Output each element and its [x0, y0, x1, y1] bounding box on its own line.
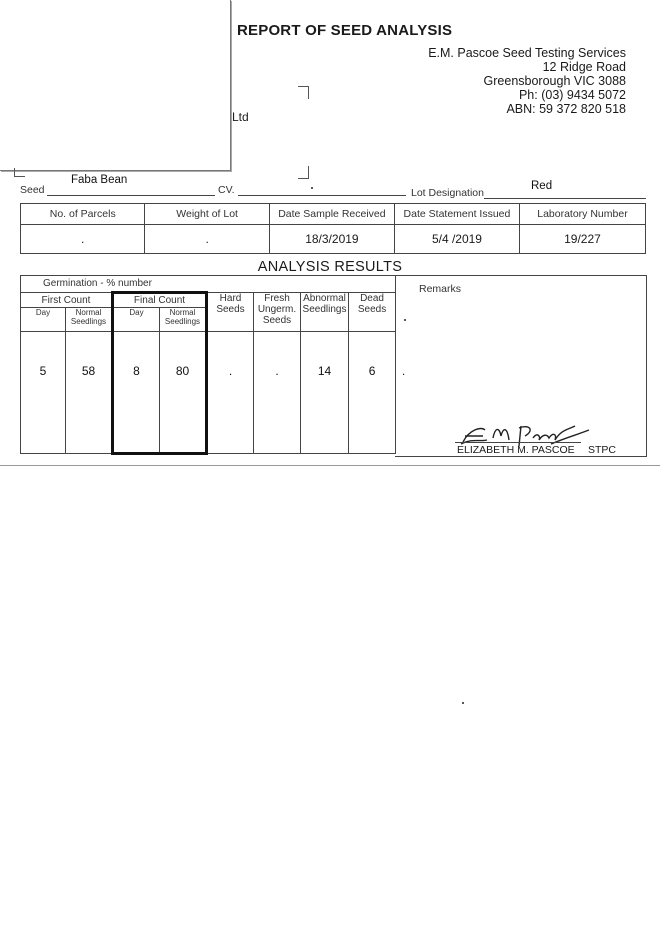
germination-label: Germination - % number	[21, 276, 396, 293]
day-label: Day	[113, 308, 160, 332]
first-count-day: 5	[21, 332, 66, 454]
address-line: Greensborough VIC 3088	[483, 74, 626, 88]
normal-seedlings-label: Normal Seedlings	[66, 308, 113, 332]
parcels-value: .	[21, 225, 145, 254]
page-edge-line	[0, 465, 660, 466]
fresh-ungerm-value: .	[254, 332, 301, 454]
remarks-value: .	[402, 366, 406, 378]
header-cell: Weight of Lot	[145, 204, 269, 225]
date-issued-value: 5/4 /2019	[394, 225, 519, 254]
day-label: Day	[21, 308, 66, 332]
date-received-value: 18/3/2019	[269, 225, 394, 254]
analysis-table	[20, 275, 396, 455]
address-line: ABN: 59 372 820 518	[506, 102, 626, 116]
stray-dot	[462, 702, 464, 704]
final-count-day: 8	[113, 332, 160, 454]
window-corner-mark	[298, 86, 309, 99]
dead-seeds-label: Dead Seeds	[349, 293, 396, 332]
lot-field-line	[484, 198, 646, 199]
window-corner-mark	[14, 168, 25, 177]
seed-field-line	[47, 195, 215, 196]
address-line: E.M. Pascoe Seed Testing Services	[428, 46, 626, 60]
seed-value: Faba Bean	[71, 174, 128, 186]
final-count-normal: 80	[160, 332, 207, 454]
header-cell: No. of Parcels	[21, 204, 145, 225]
signatory-name: ELIZABETH M. PASCOE	[457, 444, 575, 456]
abnormal-seedlings-label: Abnormal Seedlings	[301, 293, 349, 332]
fresh-ungerm-label: Fresh Ungerm. Seeds	[254, 293, 301, 332]
header-cell: Laboratory Number	[519, 204, 645, 225]
address-line: Ph: (03) 9434 5072	[518, 88, 626, 102]
lot-info-table	[20, 203, 646, 254]
final-count-label: Final Count	[113, 293, 207, 308]
cv-field-line	[238, 195, 406, 196]
redacted-client-area	[0, 0, 231, 171]
weight-value: .	[145, 225, 269, 254]
lot-designation-value: Red	[531, 180, 553, 192]
analysis-title: ANALYSIS RESULTS	[257, 259, 403, 275]
remarks-label: Remarks	[419, 283, 462, 295]
first-count-normal: 58	[66, 332, 113, 454]
hard-seeds-value: .	[207, 332, 254, 454]
normal-seedlings-label: Normal Seedlings	[160, 308, 207, 332]
abnormal-seedlings-value: 14	[301, 332, 349, 454]
signatory-title: STPC	[588, 444, 617, 456]
lab-address	[428, 46, 626, 116]
cv-dot	[311, 187, 313, 189]
address-line: 12 Ridge Road	[542, 60, 626, 74]
hard-seeds-label: Hard Seeds	[207, 293, 254, 332]
remarks-dot	[404, 319, 406, 321]
cv-label: CV.	[218, 184, 235, 196]
seed-label: Seed	[20, 184, 45, 196]
window-corner-mark	[298, 166, 309, 179]
dead-seeds-value: 6	[349, 332, 396, 454]
header-cell: Date Sample Received	[269, 204, 394, 225]
lot-designation-label: Lot Designation	[411, 187, 484, 199]
report-title: REPORT OF SEED ANALYSIS	[237, 22, 453, 39]
client-name-suffix: Ltd	[232, 110, 249, 124]
first-count-label: First Count	[21, 293, 113, 308]
header-cell: Date Statement Issued	[394, 204, 519, 225]
lab-number-value: 19/227	[519, 225, 645, 254]
signature-line	[455, 442, 581, 443]
